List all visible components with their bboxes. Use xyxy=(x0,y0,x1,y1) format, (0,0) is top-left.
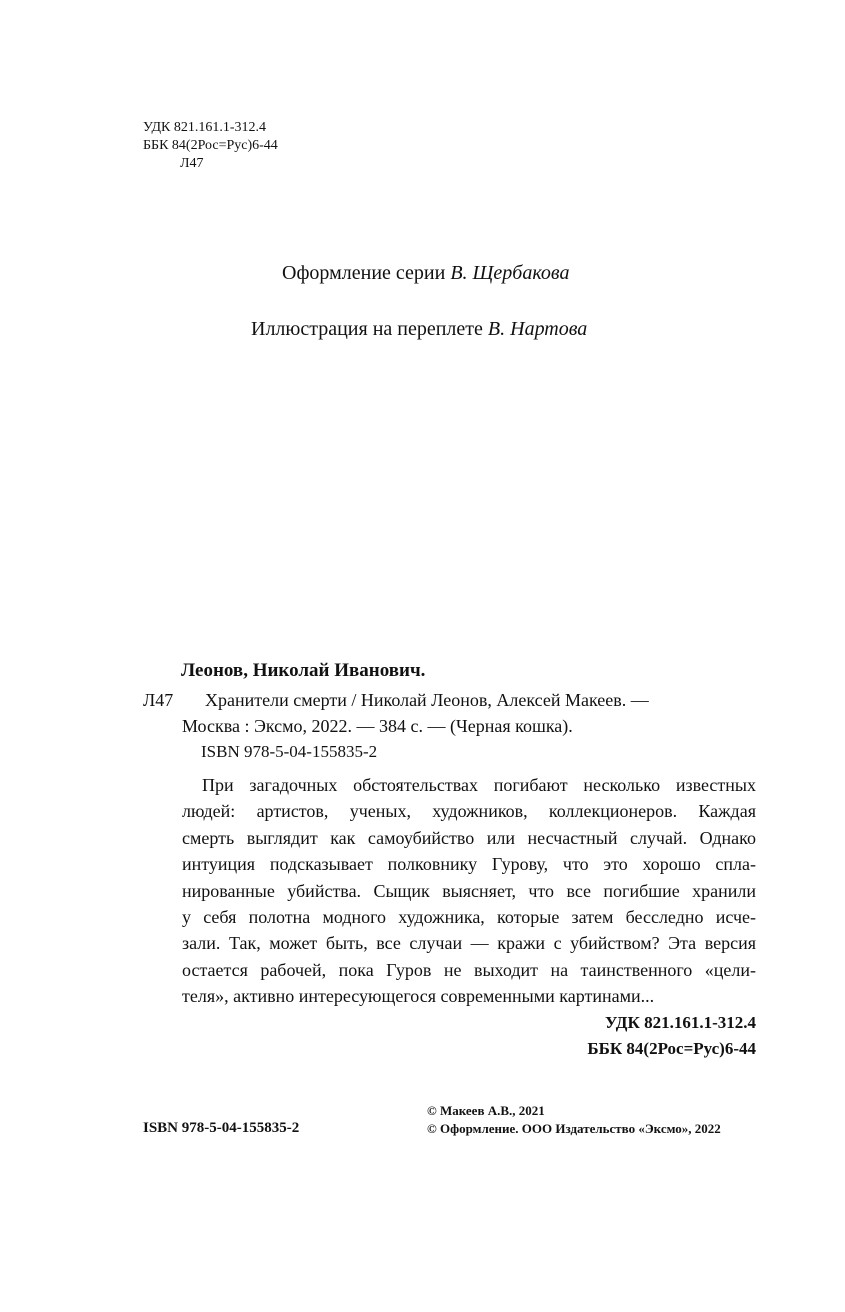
udk-code-top: УДК 821.161.1-312.4 xyxy=(143,120,267,135)
author-heading: Леонов, Николай Иванович. xyxy=(181,660,426,681)
series-designer-name: В. Щербакова xyxy=(450,262,570,284)
series-design-credit xyxy=(282,262,569,285)
isbn-inline: ISBN 978-5-04-155835-2 xyxy=(201,742,378,761)
annotation-line: При загадочных обстоятельствах погибают несколько известных xyxy=(202,775,756,795)
cover-illustration-credit xyxy=(251,318,587,341)
annotation-line: зали. Так, может быть, все случаи — кражи с убийством? Эта версия xyxy=(182,933,756,954)
series-design-label: Оформление серии xyxy=(282,262,446,284)
copyright-publisher: © Оформление. ООО Издательство «Эксмо», 2022 xyxy=(427,1121,721,1136)
bbk-code-top: ББК 84(2Рос=Рус)6-44 xyxy=(143,138,278,153)
bibliographic-line-1: Хранители смерти / Николай Леонов, Алексей Макеев. — xyxy=(205,690,649,710)
cover-illustrator-name: В. Нартова xyxy=(487,318,588,340)
copyright-author: © Макеев А.В., 2021 xyxy=(427,1103,545,1118)
author-sign: Л47 xyxy=(143,690,174,710)
annotation-line: смерть выглядит как самоубийство или несчастный случай. Однако xyxy=(182,827,756,848)
annotation-line: у себя полотна модного художника, которые затем бесследно исче- xyxy=(182,906,756,927)
bbk-code-bottom: ББК 84(2Рос=Рус)6-44 xyxy=(587,1039,756,1058)
cover-illustration-label: Иллюстрация на переплете xyxy=(251,318,483,340)
author-sign-top: Л47 xyxy=(180,156,204,171)
annotation-line: остается рабочей, пока Гуров не выходит на таинственного «цели- xyxy=(182,959,756,980)
udk-code-bottom: УДК 821.161.1-312.4 xyxy=(605,1013,756,1032)
annotation-paragraph xyxy=(182,772,756,1010)
annotation-line: людей: артистов, ученых, художников, коллекционеров. Каждая xyxy=(182,801,756,822)
annotation-line: нированные убийства. Сыщик выясняет, что все погибшие хранили xyxy=(182,880,756,901)
annotation-line: интуиция подсказывает полковнику Гурову, что это хорошо спла- xyxy=(182,854,756,875)
isbn-footer: ISBN 978-5-04-155835-2 xyxy=(143,1120,300,1136)
bibliographic-line-2: Москва : Эксмо, 2022. — 384 с. — (Черная кошка). xyxy=(182,716,573,736)
annotation-line: теля», активно интересующегося современными картинами... xyxy=(182,986,655,1007)
